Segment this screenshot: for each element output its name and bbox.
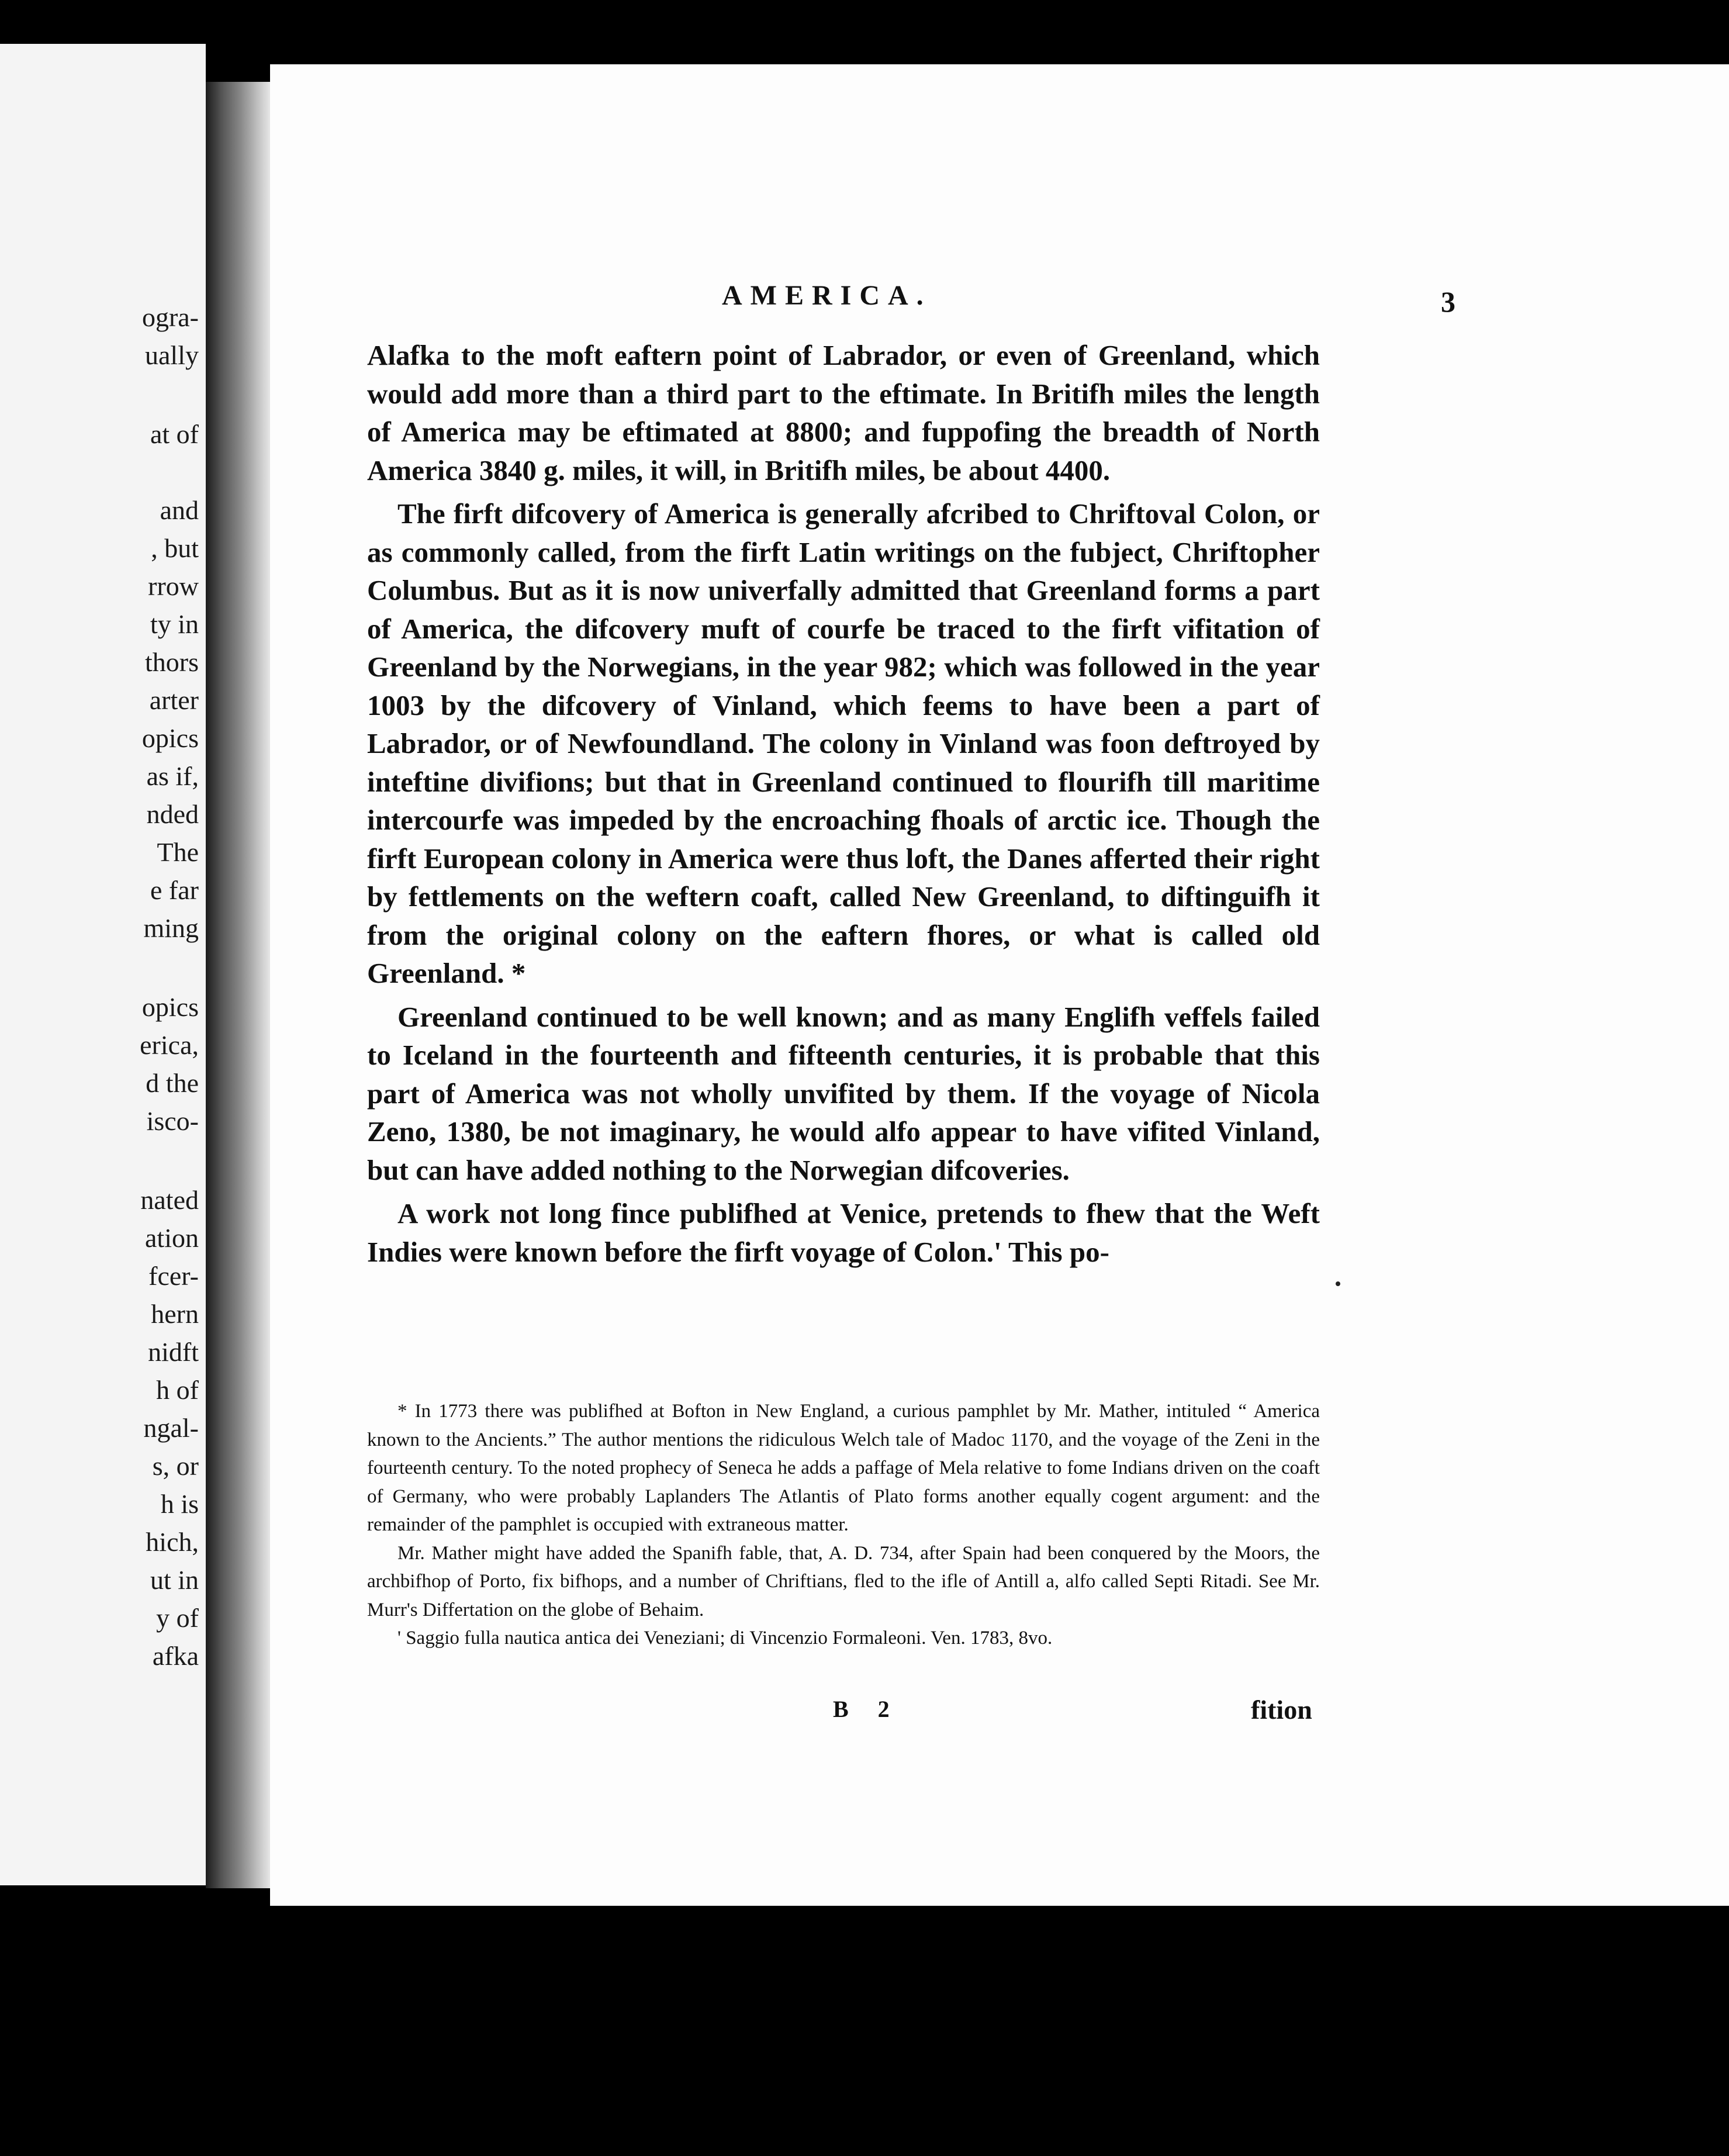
running-head: AMERICA. xyxy=(722,280,932,311)
paragraph: The firft difcovery of America is generally afcribed to Chriftoval Colon, or as commonly called, from the firft Latin writings on the fubject, Chriftopher Columbus. But as it is now univerfally admitted that Greenland forms a part of America, the difcovery muft of courfe be traced to the firft vifitation of Greenland by the Norwegians, in the year 982; which was followed in the year 1003 by the difcovery of Vinland, which feems to have been a part of Labrador, or of Newfoundland. The colony in Vinland was foon deftroyed by inteftine divifions; but that in Greenland continued to flourifh till maritime intercourfe was impeded by the encroaching fhoals of arctic ice. Though the firft European colony in America were thus loft, the Danes afferted their right by fettlements on the weftern coaft, called New Greenland, to diftinguifh it from the original colony on the eaftern fhores, or what is called old Greenland. * xyxy=(367,497,1320,989)
left-page-line-fragment: ut in xyxy=(150,1565,199,1595)
left-page-line-fragment: and xyxy=(160,495,199,525)
left-page-line-fragment: ogra- xyxy=(141,302,199,332)
left-page-line-fragment: opics xyxy=(141,992,199,1022)
main-text xyxy=(367,336,1320,1276)
left-page-line-fragment: thors xyxy=(145,647,199,677)
left-page-line-fragment: opics xyxy=(141,723,199,753)
left-page-line-fragment: hich, xyxy=(146,1527,199,1557)
left-page-line-fragment: rrow xyxy=(148,571,199,601)
left-page-line-fragment: at of xyxy=(150,419,199,449)
book-gutter-shadow xyxy=(206,82,270,1888)
left-page-line-fragment: nated xyxy=(140,1185,199,1215)
page-number: 3 xyxy=(1441,285,1455,318)
left-page-line-fragment: hern xyxy=(151,1299,199,1329)
left-page-line-fragment: erica, xyxy=(140,1030,199,1060)
footnote: * In 1773 there was publifhed at Bofton in New England, a curious pamphlet by Mr. Mather, intituled “ America known to the Ancients.” The author mentions the ridiculous Welch tale of Madoc 1170, and the voyage of the Zeni in the fourteenth century. To the noted prophecy of Seneca he adds a paffage of Mela relative to fome Indians driven on the coaft of Germany, who were probably Laplanders The Atlantis of Plato forms another equally cogent argument: and the remainder of the pamphlet is occupied with extraneous matter. xyxy=(367,1401,1320,1535)
paragraph: Greenland continued to be well known; and as many Englifh veffels failed to Iceland in the fourteenth and fifteenth centuries, it is probable that this part of America was not wholly unvifited by them. If the voyage of Nicola Zeno, 1380, be not imaginary, he would alfo appear to have vifited Vinland, but can have added nothing to the Norwegian difcoveries. xyxy=(367,1000,1320,1186)
left-page-line-fragment: e far xyxy=(150,875,199,905)
footnotes xyxy=(367,1397,1320,1653)
left-page-line-fragment: ty in xyxy=(150,609,199,639)
left-page-line-fragment: arter xyxy=(149,685,199,715)
left-page-line-fragment: isco- xyxy=(146,1106,199,1136)
left-page-line-fragment: ation xyxy=(145,1223,199,1253)
signature-mark: B 2 xyxy=(833,1696,901,1722)
left-page-line-fragment: s, or xyxy=(152,1451,199,1481)
footnote: ' Saggio fulla nautica antica dei Veneziani; di Vincenzio Formaleoni. Ven. 1783, 8vo. xyxy=(397,1628,1053,1649)
left-page-line-fragment: nded xyxy=(146,799,199,829)
left-page-line-fragment: afka xyxy=(152,1641,199,1671)
ink-speck xyxy=(1336,1281,1340,1286)
left-page-line-fragment: , but xyxy=(151,533,199,563)
left-page-line-fragment: The xyxy=(157,837,199,867)
left-page-line-fragment: fcer- xyxy=(148,1261,199,1291)
left-page-line-fragment: h of xyxy=(156,1375,199,1405)
left-page-line-fragment: y of xyxy=(156,1603,199,1633)
left-page-line-fragment: ngal- xyxy=(143,1413,199,1443)
left-page-edge xyxy=(0,44,206,1885)
left-page-line-fragment: d the xyxy=(146,1068,199,1098)
paragraph: A work not long fince publifhed at Venice, pretends to fhew that the Weft Indies were known before the firft voyage of Colon.' This po- xyxy=(367,1197,1320,1268)
left-page-line-fragment: h is xyxy=(160,1489,199,1519)
catchword: fition xyxy=(1251,1695,1312,1725)
footnote: Mr. Mather might have added the Spanifh fable, that, A. D. 734, after Spain had been conquered by the Moors, the archbifhop of Porto, fix bifhops, and a number of Chriftians, fled to the ifle of Antill a, alfo called Septi Ritadi. See Mr. Murr's Differtation on the globe of Behaim. xyxy=(367,1542,1320,1621)
paragraph: Alafka to the moft eaftern point of Labrador, or even of Greenland, which would add more than a third part to the eftimate. In Britifh miles the length of America may be eftimated at 8800; and fuppofing the breadth of North America 3840 g. miles, it will, in Britifh miles, be about 4400. xyxy=(367,339,1320,486)
left-page-line-fragment: nidft xyxy=(148,1337,199,1367)
left-page-line-fragment: as if, xyxy=(146,761,199,791)
left-page-line-fragment: ming xyxy=(143,913,199,943)
left-page-line-fragment: ually xyxy=(145,340,199,370)
